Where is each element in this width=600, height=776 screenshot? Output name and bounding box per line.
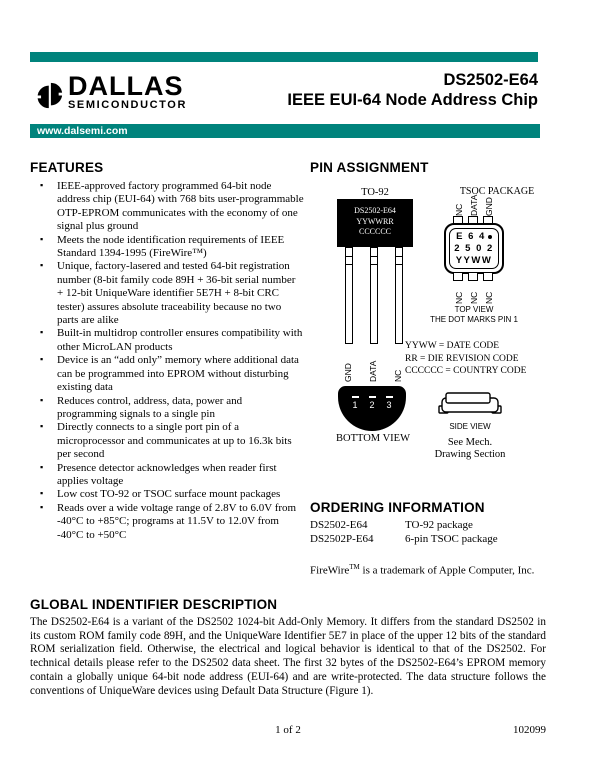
to92-marking-line: YYWWRR	[356, 216, 394, 226]
list-item	[30, 234, 304, 261]
tsoc-top-view-caption: TOP VIEW	[454, 305, 494, 314]
tsoc-marking-text: 2 5 0 2	[454, 242, 494, 254]
feature-text: Reduces control, address, data, power and programming signals to a single pin	[57, 394, 243, 420]
trademark-note	[310, 561, 548, 578]
trademark-name: FireWire	[310, 564, 350, 577]
tsoc-marking-line	[456, 255, 493, 267]
bullet-icon: ▪	[40, 354, 44, 365]
tsoc-bottom-pin-label-nc: NC	[484, 291, 494, 304]
features-heading: FEATURES	[30, 160, 104, 175]
bullet-icon: ▪	[40, 394, 44, 405]
trademark-superscript: TM	[349, 563, 360, 571]
logo-brand: DALLAS	[68, 71, 184, 101]
legend-line: CCCCCC = COUNTRY CODE	[405, 366, 527, 377]
global-identifier-section	[30, 597, 546, 698]
header	[30, 70, 538, 122]
feature-text: Meets the node identification requirements of IEEE Standard 1394-1995 (FireWire™)	[57, 233, 285, 260]
trademark-text: is a trademark of Apple Computer, Inc.	[359, 564, 535, 577]
bottom-view-pins	[338, 386, 406, 410]
pin-dash-icon	[386, 396, 393, 398]
bullet-icon: ▪	[40, 260, 44, 271]
pin-number: 2	[369, 400, 375, 410]
ordering-information-section	[310, 500, 548, 578]
feature-text: Built-in multidrop controller ensures compatibility with other MicroLAN products	[57, 327, 303, 353]
tsoc-pin-stub	[483, 272, 493, 281]
list-item	[30, 462, 304, 489]
bullet-icon: ▪	[40, 180, 44, 190]
to92-bottom-view-diagram	[338, 386, 406, 431]
description-heading: GLOBAL INDENTIFIER DESCRIPTION	[30, 597, 278, 612]
dallas-logo-icon	[34, 76, 65, 115]
tsoc-package-top-marking	[449, 228, 499, 269]
dallas-logo	[34, 71, 187, 115]
legend-line: YYWW = DATE CODE	[405, 341, 500, 351]
list-item	[30, 260, 304, 327]
logo-subbrand: SEMICONDUCTOR	[68, 99, 187, 111]
bullet-icon: ▪	[40, 461, 44, 472]
to92-pin-label-gnd: GND	[343, 363, 353, 382]
table-row	[310, 518, 548, 532]
feature-text: Presence detector acknowledges when reader first applies voltage	[57, 461, 277, 487]
bullet-icon: ▪	[40, 327, 44, 338]
features-section	[30, 160, 304, 542]
legend-line: RR = DIE REVISION CODE	[405, 353, 519, 364]
side-view-label: SIDE VIEW	[449, 422, 491, 431]
to92-marking-line: CCCCCC	[358, 227, 391, 236]
list-item	[30, 488, 304, 501]
pin-number: 1	[352, 400, 358, 410]
to92-leg	[370, 247, 378, 344]
to92-pin-label-nc: NC	[393, 369, 403, 382]
tsoc-marking-line	[456, 231, 492, 243]
to92-label: TO-92	[361, 187, 389, 198]
tsoc-dot-caption: THE DOT MARKS PIN 1	[430, 315, 518, 324]
bottom-view-label: BOTTOM VIEW	[336, 433, 410, 444]
bullet-icon: ▪	[40, 233, 44, 244]
package-type: TO-92 package	[405, 519, 473, 531]
to92-marking-line: DS2502-E64	[354, 206, 396, 215]
document-title	[287, 70, 538, 110]
to92-leg	[345, 247, 353, 344]
to92-leg-crimp	[396, 256, 402, 265]
feature-text: Low cost TO-92 or TSOC surface mount packages	[57, 488, 281, 501]
url-bar	[30, 124, 540, 138]
to92-leg-crimp	[371, 256, 377, 265]
feature-text: Directly connects to a single port pin of a microprocessor and communicates at up to 16.3k bits per second	[57, 421, 292, 461]
tsoc-top-pin-label-nc: NC	[454, 203, 464, 216]
pin-dash-icon	[352, 396, 359, 398]
tsoc-pin-stub	[468, 272, 478, 281]
list-item	[30, 395, 304, 422]
ordering-heading: ORDERING INFORMATION	[310, 500, 485, 515]
feature-text: Reads over a wide voltage range of 2.8V to 6.0V from -40°C to +85°C; programs at 11.5V to 12.0V from -40°C to +50°C	[57, 501, 297, 541]
part-description-title: IEEE EUI-64 Node Address Chip	[287, 91, 538, 109]
to92-package-diagram	[337, 199, 413, 247]
document-code: 102099	[513, 724, 546, 736]
part-number: DS2502-E64	[310, 519, 368, 531]
list-item	[30, 327, 304, 354]
side-view-note	[422, 437, 518, 461]
page-footer	[30, 724, 546, 736]
website-link[interactable]: www.dalsemi.com	[37, 125, 128, 137]
bottom-view-pin	[369, 396, 376, 410]
to92-leg	[395, 247, 403, 344]
top-accent-bar	[30, 52, 538, 62]
marking-code-legend	[405, 340, 526, 378]
tsoc-pin-stub	[453, 272, 463, 281]
ordering-table	[310, 518, 548, 546]
description-paragraph: The DS2502-E64 is a variant of the DS2502 1024-bit Add-Only Memory. It differs from the standard DS2502 in its custom ROM family code 89H, and the UniqueWare Identifier 5E7 in place of the upper 12 bits of the standard ROM serialization field. Otherwise, the electrical and logical behavior is identical to that of the DS2502. For technical details please refer to the DS2502 data sheet. The first 32 bytes of the DS2502-E64’s EPROM memory contain a globally unique 64-bit node address (EUI-64) and are write-protected. The data structure follows the conventions of UniqueWare devices using Default Data Structure (Figure 1).	[30, 616, 546, 697]
to92-pin-label-data: DATA	[368, 360, 378, 382]
pin1-dot-icon	[488, 235, 492, 239]
bullet-icon: ▪	[40, 501, 44, 512]
bottom-view-pin	[386, 396, 393, 410]
feature-text: IEEE-approved factory programmed 64-bit node address chip (EUI-64) with 768 bits user-programmable OTP-EPROM communicates with the economy of one signal plus ground	[57, 180, 304, 233]
tsoc-side-view-diagram	[438, 391, 502, 419]
part-number-title: DS2502-E64	[443, 71, 538, 89]
tsoc-marking-line	[454, 243, 494, 255]
bottom-view-pin	[352, 396, 359, 410]
pin-number: 3	[386, 400, 392, 410]
tsoc-package-diagram	[444, 223, 504, 274]
feature-text: Unique, factory-lasered and tested 64-bit registration number (8-bit family code 89H + 36-bit serial number + 12-bit UniqueWare identifier 5E7H + 8-bit CRC tester) assures absolute traceability because no two parts are alike	[57, 260, 296, 327]
bullet-icon: ▪	[40, 488, 44, 499]
logo-text	[68, 71, 187, 111]
features-list	[30, 180, 304, 542]
list-item	[30, 421, 304, 461]
tsoc-marking-text: E 6 4	[456, 230, 486, 242]
list-item	[30, 502, 304, 542]
list-item	[30, 354, 304, 394]
tsoc-label: TSOC PACKAGE	[459, 186, 535, 197]
tsoc-marking-text: YYWW	[455, 254, 493, 266]
tsoc-top-pin-label-gnd: GND	[484, 197, 494, 216]
side-view-note-line: Drawing Section	[434, 449, 506, 460]
feature-text: Device is an “add only” memory where additional data can be programmed into EPROM without disturbing existing data	[57, 354, 299, 394]
side-view-note-line: See Mech.	[447, 437, 493, 448]
pin-dash-icon	[369, 396, 376, 398]
page-number: 1 of 2	[275, 724, 301, 736]
package-type: 6-pin TSOC package	[405, 533, 498, 545]
list-item	[30, 180, 304, 234]
pin-assignment-heading: PIN ASSIGNMENT	[310, 160, 429, 175]
tsoc-top-pin-label-data: DATA	[469, 194, 479, 216]
bullet-icon: ▪	[40, 421, 44, 432]
tsoc-bottom-pin-label-nc: NC	[469, 291, 479, 304]
table-row	[310, 532, 548, 546]
tsoc-bottom-pin-label-nc: NC	[454, 291, 464, 304]
to92-leg-crimp	[346, 256, 352, 265]
pin-assignment-section	[310, 160, 550, 500]
part-number: DS2502P-E64	[310, 533, 374, 545]
